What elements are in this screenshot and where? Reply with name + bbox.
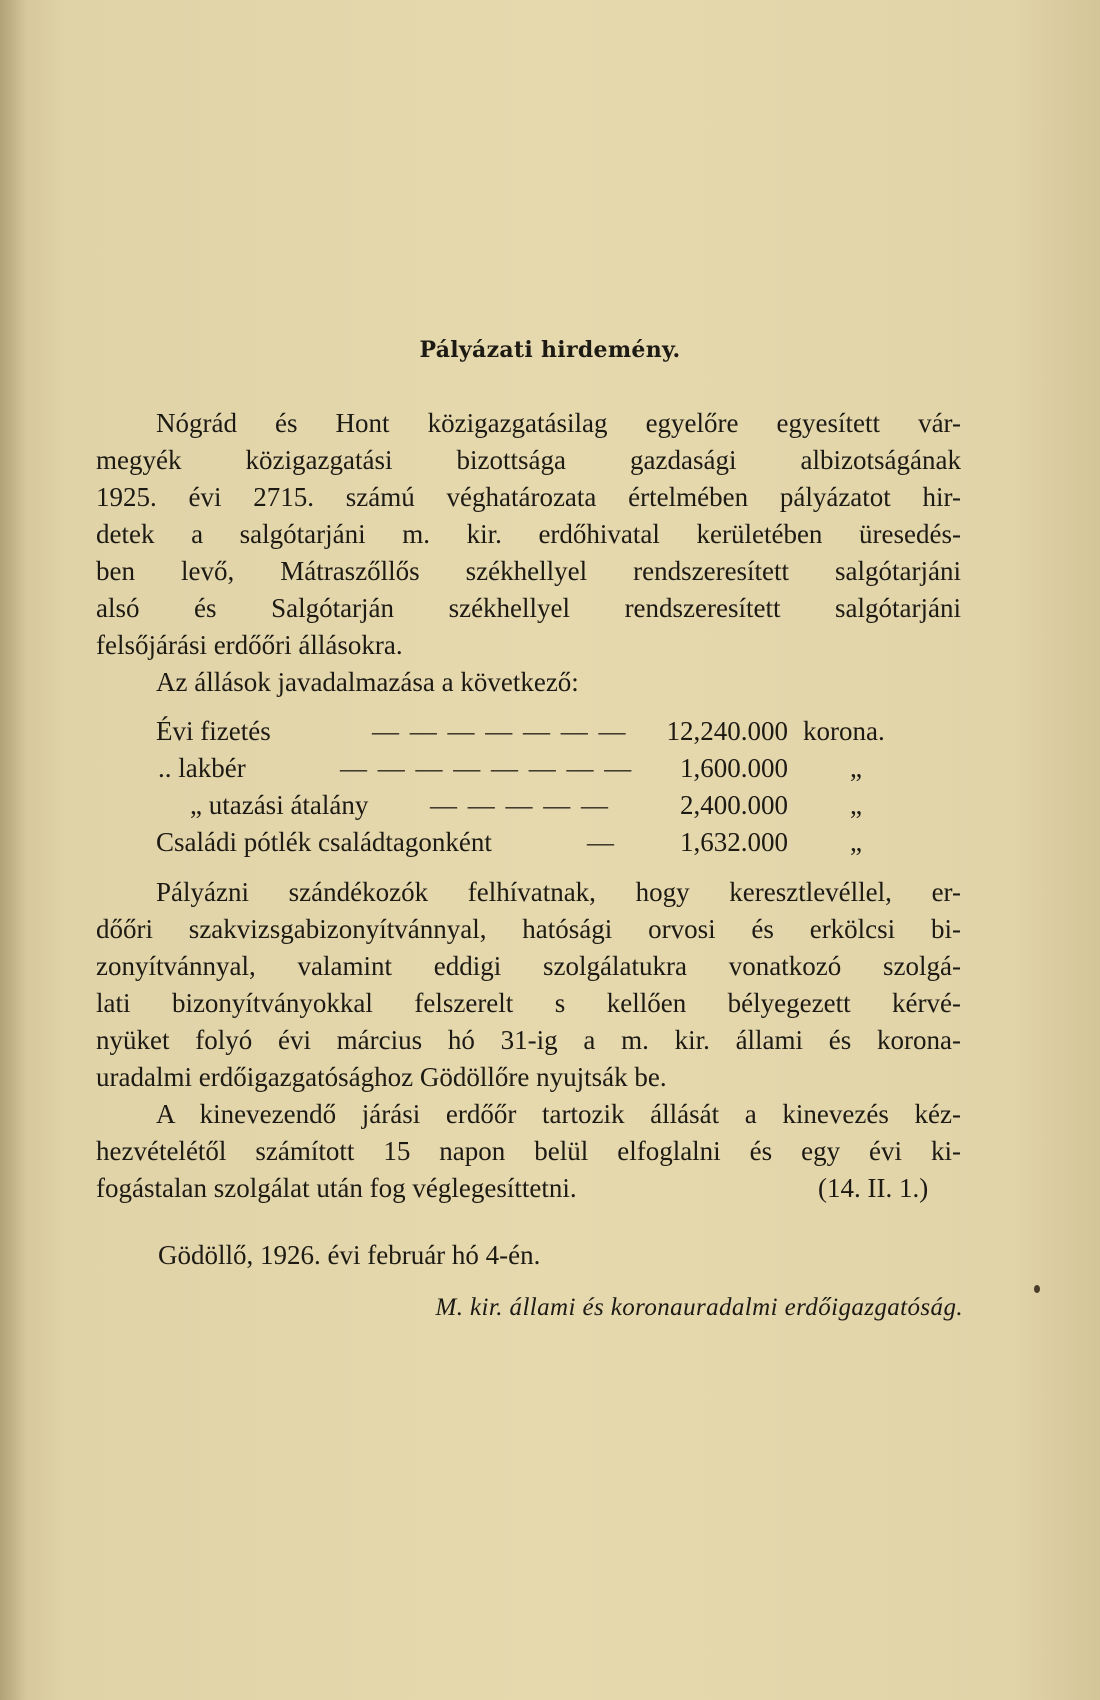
text-line: lati bizonyítványokkal felszerelt s kellően bélyegezett kérvé- [96,988,961,1018]
reference-number: (14. II. 1.) [818,1173,929,1203]
benefit-unit: „ [850,753,862,783]
benefit-unit: „ [850,790,862,820]
benefits-intro: Az állások javadalmazása a következő: [156,667,579,697]
text-line: Pályázni szándékozók felhívatnak, hogy keresztlevéllel, er- [156,877,961,907]
date-line: Gödöllő, 1926. évi február hó 4-én. [158,1240,541,1270]
benefit-amount: 12,240.000 [666,716,788,746]
text-line: Nógrád és Hont közigazgatásilag egyelőre egyesített vár- [156,408,961,438]
signature: M. kir. állami és koronauradalmi erdőigazgatóság. [435,1294,963,1321]
benefit-label: .. lakbér [158,753,246,783]
text-line: dőőri szakvizsgabizonyítvánnyal, hatósági orvosi és erkölcsi bi- [96,914,961,944]
benefit-label: „ utazási átalány [190,790,369,820]
text-line: megyék közigazgatási bizottsága gazdasági albizotságának [96,445,961,475]
text-line: A kinevezendő járási erdőőr tartozik állását a kinevezés kéz- [156,1099,961,1129]
benefit-amount: 1,632.000 [680,827,788,857]
text-line: hezvételétől számított 15 napon belül elfoglalni és egy évi ki- [96,1136,961,1166]
benefit-dashes: — — — — — — — [372,716,628,746]
text-line: zonyítvánnyal, valamint eddigi szolgálatukra vonatkozó szolgá- [96,951,961,981]
page-title: Pályázati hirdemény. [419,337,681,363]
benefit-amount: 2,400.000 [680,790,788,820]
text-line: uradalmi erdőigazgatósághoz Gödöllőre nyujtsák be. [96,1062,667,1092]
benefit-label: Családi pótlék családtagonként [156,827,492,857]
text-line: fogástalan szolgálat után fog véglegesíttetni. [96,1173,577,1203]
text-line: detek a salgótarjáni m. kir. erdőhivatal kerületében üresedés- [96,519,961,549]
benefit-unit: korona. [803,716,885,746]
text-line: 1925. évi 2715. számú véghatározata értelmében pályázatot hir- [96,482,961,512]
benefit-row [0,827,1100,859]
text-line: ben levő, Mátraszőllős székhellyel rendszeresített salgótarjáni [96,556,961,586]
benefit-row [0,790,1100,822]
benefit-dashes: — [587,827,616,857]
benefit-dashes: — — — — — — — — [340,753,634,783]
benefit-row [0,753,1100,785]
ink-speck [1034,1285,1040,1293]
text-line: nyüket folyó évi március hó 31-ig a m. kir. állami és korona- [96,1025,961,1055]
benefit-dashes: — — — — — [430,790,610,820]
text-line: alsó és Salgótarján székhellyel rendszeresített salgótarjáni [96,593,961,623]
benefit-amount: 1,600.000 [680,753,788,783]
text-line: felsőjárási erdőőri állásokra. [96,630,403,660]
benefit-unit: „ [850,827,862,857]
benefit-label: Évi fizetés [156,716,271,746]
benefit-row [0,716,1100,748]
